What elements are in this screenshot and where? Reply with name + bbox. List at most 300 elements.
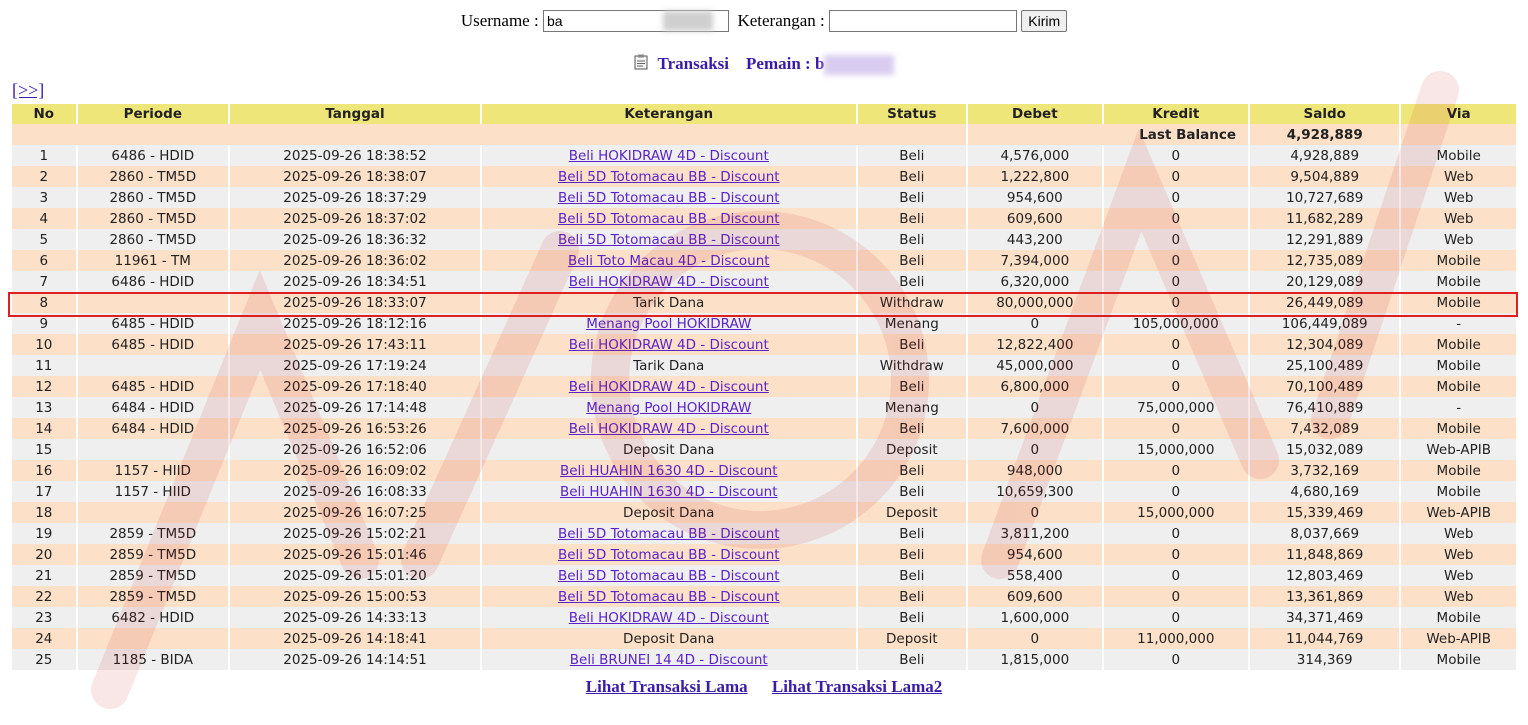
cell-no: 23 bbox=[12, 607, 76, 628]
cell-kredit: 105,000,000 bbox=[1104, 313, 1248, 334]
table-row bbox=[12, 166, 1516, 187]
footer-links bbox=[0, 677, 1528, 697]
cell-periode: 1157 - HIID bbox=[78, 481, 228, 502]
table-row bbox=[12, 586, 1516, 607]
cell-saldo: 76,410,889 bbox=[1250, 397, 1399, 418]
cell-debet: 3,811,200 bbox=[968, 523, 1101, 544]
cell-status: Beli bbox=[858, 376, 967, 397]
cell-debet: 1,600,000 bbox=[968, 607, 1101, 628]
cell-status: Deposit bbox=[858, 439, 967, 460]
cell-debet: 0 bbox=[968, 313, 1101, 334]
col-header-keterangan: Keterangan bbox=[482, 104, 856, 124]
cell-kredit: 0 bbox=[1104, 586, 1248, 607]
cell-keterangan bbox=[482, 607, 856, 628]
cell-tanggal: 2025-09-26 15:02:21 bbox=[230, 523, 480, 544]
cell-no: 9 bbox=[12, 313, 76, 334]
cell-keterangan bbox=[482, 166, 856, 187]
cell-debet: 0 bbox=[968, 502, 1101, 523]
col-header-via: Via bbox=[1401, 104, 1516, 124]
table-row bbox=[12, 649, 1516, 670]
cell-via: Web bbox=[1401, 208, 1516, 229]
cell-keterangan bbox=[482, 376, 856, 397]
cell-via: Mobile bbox=[1401, 460, 1516, 481]
cell-via: Web-APIB bbox=[1401, 439, 1516, 460]
cell-kredit: 11,000,000 bbox=[1104, 628, 1248, 649]
cell-no: 7 bbox=[12, 271, 76, 292]
cell-tanggal: 2025-09-26 17:19:24 bbox=[230, 355, 480, 376]
cell-no: 5 bbox=[12, 229, 76, 250]
title-text: Transaksi bbox=[657, 54, 730, 73]
cell-debet: 609,600 bbox=[968, 208, 1101, 229]
cell-keterangan bbox=[482, 292, 856, 313]
cell-debet: 7,394,000 bbox=[968, 250, 1101, 271]
next-page-link[interactable]: [>>] bbox=[12, 80, 45, 100]
cell-periode: 6486 - HDID bbox=[78, 271, 228, 292]
submit-button[interactable]: Kirim bbox=[1021, 10, 1067, 32]
clipboard-icon bbox=[634, 54, 648, 70]
cell-via: Web-APIB bbox=[1401, 502, 1516, 523]
table-header-row bbox=[12, 104, 1516, 124]
table-row bbox=[12, 355, 1516, 376]
cell-keterangan bbox=[482, 397, 856, 418]
table-row bbox=[12, 376, 1516, 397]
cell-debet: 0 bbox=[968, 397, 1101, 418]
cell-via: Mobile bbox=[1401, 271, 1516, 292]
cell-no: 13 bbox=[12, 397, 76, 418]
cell-status: Beli bbox=[858, 229, 967, 250]
cell-keterangan bbox=[482, 628, 856, 649]
keterangan-text: Tarik Dana bbox=[633, 357, 705, 374]
cell-saldo: 20,129,089 bbox=[1250, 271, 1399, 292]
col-header-tanggal: Tanggal bbox=[230, 104, 480, 124]
transactions-table bbox=[10, 104, 1518, 670]
keterangan-link[interactable]: Beli 5D Totomacau BB - Discount bbox=[557, 231, 780, 248]
table-row bbox=[12, 418, 1516, 439]
cell-periode: 6486 - HDID bbox=[78, 145, 228, 166]
cell-kredit: 0 bbox=[1104, 208, 1248, 229]
cell-no: 16 bbox=[12, 460, 76, 481]
cell-tanggal: 2025-09-26 18:36:02 bbox=[230, 250, 480, 271]
table-row bbox=[12, 565, 1516, 586]
cell-via: Mobile bbox=[1401, 334, 1516, 355]
cell-keterangan bbox=[482, 586, 856, 607]
cell-tanggal: 2025-09-26 18:12:16 bbox=[230, 313, 480, 334]
cell-via: - bbox=[1401, 313, 1516, 334]
cell-kredit: 0 bbox=[1104, 649, 1248, 670]
cell-saldo: 4,680,169 bbox=[1250, 481, 1399, 502]
cell-no: 11 bbox=[12, 355, 76, 376]
cell-debet: 6,800,000 bbox=[968, 376, 1101, 397]
cell-keterangan bbox=[482, 271, 856, 292]
cell-tanggal: 2025-09-26 14:33:13 bbox=[230, 607, 480, 628]
cell-kredit: 0 bbox=[1104, 292, 1248, 313]
cell-saldo: 12,304,089 bbox=[1250, 334, 1399, 355]
cell-debet: 12,822,400 bbox=[968, 334, 1101, 355]
cell-via: Mobile bbox=[1401, 376, 1516, 397]
cell-periode: 2859 - TM5D bbox=[78, 544, 228, 565]
cell-periode: 6484 - HDID bbox=[78, 397, 228, 418]
keterangan-link[interactable]: Beli HOKIDRAW 4D - Discount bbox=[568, 420, 769, 437]
cell-tanggal: 2025-09-26 18:37:02 bbox=[230, 208, 480, 229]
keterangan-link[interactable]: Beli HUAHIN 1630 4D - Discount bbox=[559, 483, 778, 500]
cell-saldo: 12,735,089 bbox=[1250, 250, 1399, 271]
cell-keterangan bbox=[482, 439, 856, 460]
cell-kredit: 0 bbox=[1104, 481, 1248, 502]
cell-debet: 558,400 bbox=[968, 565, 1101, 586]
cell-no: 3 bbox=[12, 187, 76, 208]
cell-tanggal: 2025-09-26 15:01:46 bbox=[230, 544, 480, 565]
cell-debet: 1,222,800 bbox=[968, 166, 1101, 187]
cell-debet: 0 bbox=[968, 439, 1101, 460]
cell-via: Mobile bbox=[1401, 481, 1516, 502]
cell-periode bbox=[78, 628, 228, 649]
keterangan-link[interactable]: Beli HOKIDRAW 4D - Discount bbox=[568, 609, 769, 626]
cell-keterangan bbox=[482, 523, 856, 544]
cell-via: Web-APIB bbox=[1401, 628, 1516, 649]
cell-via: Web bbox=[1401, 166, 1516, 187]
cell-status: Beli bbox=[858, 166, 967, 187]
cell-status: Withdraw bbox=[858, 355, 967, 376]
cell-periode bbox=[78, 292, 228, 313]
cell-no: 17 bbox=[12, 481, 76, 502]
cell-saldo: 11,848,869 bbox=[1250, 544, 1399, 565]
cell-periode: 6482 - HDID bbox=[78, 607, 228, 628]
cell-keterangan bbox=[482, 565, 856, 586]
cell-saldo: 13,361,869 bbox=[1250, 586, 1399, 607]
col-header-no: No bbox=[12, 104, 76, 124]
cell-no: 6 bbox=[12, 250, 76, 271]
cell-tanggal: 2025-09-26 16:09:02 bbox=[230, 460, 480, 481]
cell-periode: 2859 - TM5D bbox=[78, 586, 228, 607]
cell-tanggal: 2025-09-26 16:52:06 bbox=[230, 439, 480, 460]
cell-status: Beli bbox=[858, 418, 967, 439]
cell-via: Web bbox=[1401, 187, 1516, 208]
table-row bbox=[12, 544, 1516, 565]
cell-debet: 1,815,000 bbox=[968, 649, 1101, 670]
keterangan-text: Deposit Dana bbox=[623, 441, 715, 458]
cell-saldo: 11,044,769 bbox=[1250, 628, 1399, 649]
cell-saldo: 8,037,669 bbox=[1250, 523, 1399, 544]
cell-tanggal: 2025-09-26 16:08:33 bbox=[230, 481, 480, 502]
cell-status: Beli bbox=[858, 460, 967, 481]
cell-keterangan bbox=[482, 313, 856, 334]
cell-saldo: 12,803,469 bbox=[1250, 565, 1399, 586]
col-header-kredit: Kredit bbox=[1104, 104, 1248, 124]
cell-kredit: 0 bbox=[1104, 229, 1248, 250]
cell-saldo: 70,100,489 bbox=[1250, 376, 1399, 397]
cell-no: 25 bbox=[12, 649, 76, 670]
cell-tanggal: 2025-09-26 18:38:07 bbox=[230, 166, 480, 187]
cell-periode: 11961 - TM bbox=[78, 250, 228, 271]
cell-no: 14 bbox=[12, 418, 76, 439]
cell-keterangan bbox=[482, 355, 856, 376]
cell-saldo: 106,449,089 bbox=[1250, 313, 1399, 334]
cell-via: Web bbox=[1401, 544, 1516, 565]
cell-debet: 10,659,300 bbox=[968, 481, 1101, 502]
cell-periode: 2860 - TM5D bbox=[78, 187, 228, 208]
cell-via: Mobile bbox=[1401, 145, 1516, 166]
table-row bbox=[12, 460, 1516, 481]
keterangan-text: Tarik Dana bbox=[633, 294, 705, 311]
cell-kredit: 15,000,000 bbox=[1104, 439, 1248, 460]
cell-status: Menang bbox=[858, 397, 967, 418]
cell-debet: 609,600 bbox=[968, 586, 1101, 607]
table-row bbox=[12, 502, 1516, 523]
cell-status: Beli bbox=[858, 481, 967, 502]
cell-no: 8 bbox=[12, 292, 76, 313]
keterangan-link[interactable]: Beli HOKIDRAW 4D - Discount bbox=[568, 336, 769, 353]
keterangan-text: Deposit Dana bbox=[623, 504, 715, 521]
cell-saldo: 25,100,489 bbox=[1250, 355, 1399, 376]
cell-via: Mobile bbox=[1401, 355, 1516, 376]
keterangan-link[interactable]: Beli 5D Totomacau BB - Discount bbox=[557, 525, 780, 542]
keterangan-link[interactable]: Beli 5D Totomacau BB - Discount bbox=[557, 210, 780, 227]
cell-no: 15 bbox=[12, 439, 76, 460]
cell-debet: 7,600,000 bbox=[968, 418, 1101, 439]
cell-debet: 0 bbox=[968, 628, 1101, 649]
cell-debet: 948,000 bbox=[968, 460, 1101, 481]
cell-tanggal: 2025-09-26 17:43:11 bbox=[230, 334, 480, 355]
username-label: Username : bbox=[460, 11, 539, 31]
cell-keterangan bbox=[482, 145, 856, 166]
cell-keterangan bbox=[482, 229, 856, 250]
cell-saldo: 3,732,169 bbox=[1250, 460, 1399, 481]
cell-keterangan bbox=[482, 418, 856, 439]
cell-kredit: 0 bbox=[1104, 607, 1248, 628]
keterangan-link[interactable]: Menang Pool HOKIDRAW bbox=[586, 399, 752, 416]
player-value: b bbox=[814, 54, 825, 73]
cell-kredit: 0 bbox=[1104, 418, 1248, 439]
col-header-status: Status bbox=[858, 104, 967, 124]
cell-status: Menang bbox=[858, 313, 967, 334]
table-row bbox=[12, 439, 1516, 460]
cell-status: Beli bbox=[858, 187, 967, 208]
cell-status: Beli bbox=[858, 544, 967, 565]
cell-periode bbox=[78, 502, 228, 523]
cell-kredit: 0 bbox=[1104, 271, 1248, 292]
cell-kredit: 0 bbox=[1104, 565, 1248, 586]
old-transactions2-link[interactable]: Lihat Transaksi Lama2 bbox=[771, 677, 943, 696]
cell-debet: 45,000,000 bbox=[968, 355, 1101, 376]
cell-keterangan bbox=[482, 208, 856, 229]
col-header-periode: Periode bbox=[78, 104, 228, 124]
table-row bbox=[12, 313, 1516, 334]
cell-via: Web bbox=[1401, 565, 1516, 586]
cell-periode: 2860 - TM5D bbox=[78, 166, 228, 187]
search-form bbox=[0, 10, 1528, 32]
cell-saldo: 26,449,089 bbox=[1250, 292, 1399, 313]
cell-keterangan bbox=[482, 544, 856, 565]
cell-tanggal: 2025-09-26 15:01:20 bbox=[230, 565, 480, 586]
cell-tanggal: 2025-09-26 16:07:25 bbox=[230, 502, 480, 523]
cell-status: Beli bbox=[858, 565, 967, 586]
cell-tanggal: 2025-09-26 14:14:51 bbox=[230, 649, 480, 670]
table-row bbox=[12, 607, 1516, 628]
table-row bbox=[12, 628, 1516, 649]
cell-tanggal: 2025-09-26 18:36:32 bbox=[230, 229, 480, 250]
keterangan-link[interactable]: Beli 5D Totomacau BB - Discount bbox=[557, 168, 780, 185]
cell-keterangan bbox=[482, 334, 856, 355]
cell-kredit: 75,000,000 bbox=[1104, 397, 1248, 418]
cell-via: Web bbox=[1401, 586, 1516, 607]
cell-saldo: 15,339,469 bbox=[1250, 502, 1399, 523]
keterangan-link[interactable]: Beli HOKIDRAW 4D - Discount bbox=[568, 273, 769, 290]
cell-via: Mobile bbox=[1401, 250, 1516, 271]
cell-status: Deposit bbox=[858, 502, 967, 523]
cell-keterangan bbox=[482, 481, 856, 502]
table-row bbox=[12, 145, 1516, 166]
cell-via: Mobile bbox=[1401, 649, 1516, 670]
cell-saldo: 10,727,689 bbox=[1250, 187, 1399, 208]
cell-debet: 80,000,000 bbox=[968, 292, 1101, 313]
cell-status: Beli bbox=[858, 586, 967, 607]
cell-via: Web bbox=[1401, 229, 1516, 250]
cell-status: Deposit bbox=[858, 628, 967, 649]
cell-debet: 6,320,000 bbox=[968, 271, 1101, 292]
cell-saldo: 9,504,889 bbox=[1250, 166, 1399, 187]
cell-tanggal: 2025-09-26 18:33:07 bbox=[230, 292, 480, 313]
cell-tanggal: 2025-09-26 18:38:52 bbox=[230, 145, 480, 166]
cell-status: Beli bbox=[858, 523, 967, 544]
cell-status: Beli bbox=[858, 250, 967, 271]
cell-debet: 4,576,000 bbox=[968, 145, 1101, 166]
cell-tanggal: 2025-09-26 18:37:29 bbox=[230, 187, 480, 208]
table-row bbox=[12, 271, 1516, 292]
cell-saldo: 7,432,089 bbox=[1250, 418, 1399, 439]
cell-debet: 954,600 bbox=[968, 187, 1101, 208]
cell-tanggal: 2025-09-26 14:18:41 bbox=[230, 628, 480, 649]
cell-tanggal: 2025-09-26 17:18:40 bbox=[230, 376, 480, 397]
cell-saldo: 15,032,089 bbox=[1250, 439, 1399, 460]
cell-via: Mobile bbox=[1401, 607, 1516, 628]
cell-periode bbox=[78, 355, 228, 376]
cell-no: 22 bbox=[12, 586, 76, 607]
cell-debet: 443,200 bbox=[968, 229, 1101, 250]
cell-no: 1 bbox=[12, 145, 76, 166]
cell-status: Beli bbox=[858, 607, 967, 628]
cell-saldo: 314,369 bbox=[1250, 649, 1399, 670]
cell-no: 2 bbox=[12, 166, 76, 187]
keterangan-link[interactable]: Beli Toto Macau 4D - Discount bbox=[567, 252, 770, 269]
cell-no: 24 bbox=[12, 628, 76, 649]
keterangan-link[interactable]: Beli HOKIDRAW 4D - Discount bbox=[568, 147, 769, 164]
page-title bbox=[0, 54, 1528, 75]
cell-status: Beli bbox=[858, 271, 967, 292]
cell-via: Mobile bbox=[1401, 292, 1516, 313]
cell-saldo: 34,371,469 bbox=[1250, 607, 1399, 628]
redacted-blur bbox=[663, 11, 713, 31]
keterangan-link[interactable]: Beli 5D Totomacau BB - Discount bbox=[557, 189, 780, 206]
keterangan-text: Deposit Dana bbox=[623, 630, 715, 647]
last-balance-row bbox=[12, 124, 1516, 145]
table-row bbox=[12, 397, 1516, 418]
player-label: Pemain : bbox=[746, 54, 811, 73]
cell-status: Beli bbox=[858, 334, 967, 355]
cell-status: Withdraw bbox=[858, 292, 967, 313]
cell-keterangan bbox=[482, 649, 856, 670]
cell-periode: 2860 - TM5D bbox=[78, 208, 228, 229]
cell-kredit: 0 bbox=[1104, 166, 1248, 187]
cell-saldo: 12,291,889 bbox=[1250, 229, 1399, 250]
cell-kredit: 0 bbox=[1104, 460, 1248, 481]
cell-periode: 6485 - HDID bbox=[78, 376, 228, 397]
table-row bbox=[12, 481, 1516, 502]
keterangan-link[interactable]: Beli HOKIDRAW 4D - Discount bbox=[568, 378, 769, 395]
cell-tanggal: 2025-09-26 18:34:51 bbox=[230, 271, 480, 292]
keterangan-link[interactable]: Beli HUAHIN 1630 4D - Discount bbox=[559, 462, 778, 479]
cell-kredit: 0 bbox=[1104, 334, 1248, 355]
cell-debet: 954,600 bbox=[968, 544, 1101, 565]
cell-no: 19 bbox=[12, 523, 76, 544]
cell-kredit: 0 bbox=[1104, 523, 1248, 544]
cell-periode: 1185 - BIDA bbox=[78, 649, 228, 670]
cell-periode bbox=[78, 439, 228, 460]
cell-no: 20 bbox=[12, 544, 76, 565]
cell-no: 12 bbox=[12, 376, 76, 397]
old-transactions-link[interactable]: Lihat Transaksi Lama bbox=[585, 677, 748, 696]
keterangan-link[interactable]: Beli 5D Totomacau BB - Discount bbox=[557, 546, 780, 563]
cell-no: 21 bbox=[12, 565, 76, 586]
cell-periode: 6485 - HDID bbox=[78, 334, 228, 355]
cell-kredit: 0 bbox=[1104, 250, 1248, 271]
cell-keterangan bbox=[482, 460, 856, 481]
keterangan-input[interactable] bbox=[829, 10, 1017, 32]
redacted-blur bbox=[824, 55, 894, 75]
cell-tanggal: 2025-09-26 16:53:26 bbox=[230, 418, 480, 439]
table-row bbox=[12, 187, 1516, 208]
keterangan-link[interactable]: Beli 5D Totomacau BB - Discount bbox=[557, 588, 780, 605]
cell-keterangan bbox=[482, 250, 856, 271]
cell-periode: 6484 - HDID bbox=[78, 418, 228, 439]
cell-saldo: 4,928,889 bbox=[1250, 145, 1399, 166]
cell-kredit: 0 bbox=[1104, 145, 1248, 166]
keterangan-link[interactable]: Menang Pool HOKIDRAW bbox=[586, 315, 752, 332]
cell-kredit: 15,000,000 bbox=[1104, 502, 1248, 523]
cell-tanggal: 2025-09-26 17:14:48 bbox=[230, 397, 480, 418]
cell-periode: 2859 - TM5D bbox=[78, 523, 228, 544]
cell-kredit: 0 bbox=[1104, 376, 1248, 397]
cell-no: 18 bbox=[12, 502, 76, 523]
cell-status: Beli bbox=[858, 208, 967, 229]
col-header-saldo: Saldo bbox=[1250, 104, 1399, 124]
last-balance-label: Last Balance bbox=[968, 124, 1248, 145]
col-header-debet: Debet bbox=[968, 104, 1101, 124]
cell-no: 10 bbox=[12, 334, 76, 355]
cell-saldo: 11,682,289 bbox=[1250, 208, 1399, 229]
keterangan-link[interactable]: Beli 5D Totomacau BB - Discount bbox=[557, 567, 780, 584]
keterangan-link[interactable]: Beli BRUNEI 14 4D - Discount bbox=[569, 651, 768, 668]
table-row bbox=[12, 523, 1516, 544]
cell-periode: 1157 - HIID bbox=[78, 460, 228, 481]
cell-periode: 2859 - TM5D bbox=[78, 565, 228, 586]
cell-kredit: 0 bbox=[1104, 187, 1248, 208]
cell-via: Mobile bbox=[1401, 418, 1516, 439]
table-row bbox=[12, 292, 1516, 313]
cell-status: Beli bbox=[858, 145, 967, 166]
cell-keterangan bbox=[482, 502, 856, 523]
cell-status: Beli bbox=[858, 649, 967, 670]
keterangan-label: Keterangan : bbox=[737, 11, 825, 31]
last-balance-value: 4,928,889 bbox=[1250, 124, 1399, 145]
cell-kredit: 0 bbox=[1104, 355, 1248, 376]
cell-kredit: 0 bbox=[1104, 544, 1248, 565]
table-row bbox=[12, 208, 1516, 229]
cell-no: 4 bbox=[12, 208, 76, 229]
cell-periode: 6485 - HDID bbox=[78, 313, 228, 334]
cell-via: Web bbox=[1401, 523, 1516, 544]
cell-tanggal: 2025-09-26 15:00:53 bbox=[230, 586, 480, 607]
table-row bbox=[12, 334, 1516, 355]
